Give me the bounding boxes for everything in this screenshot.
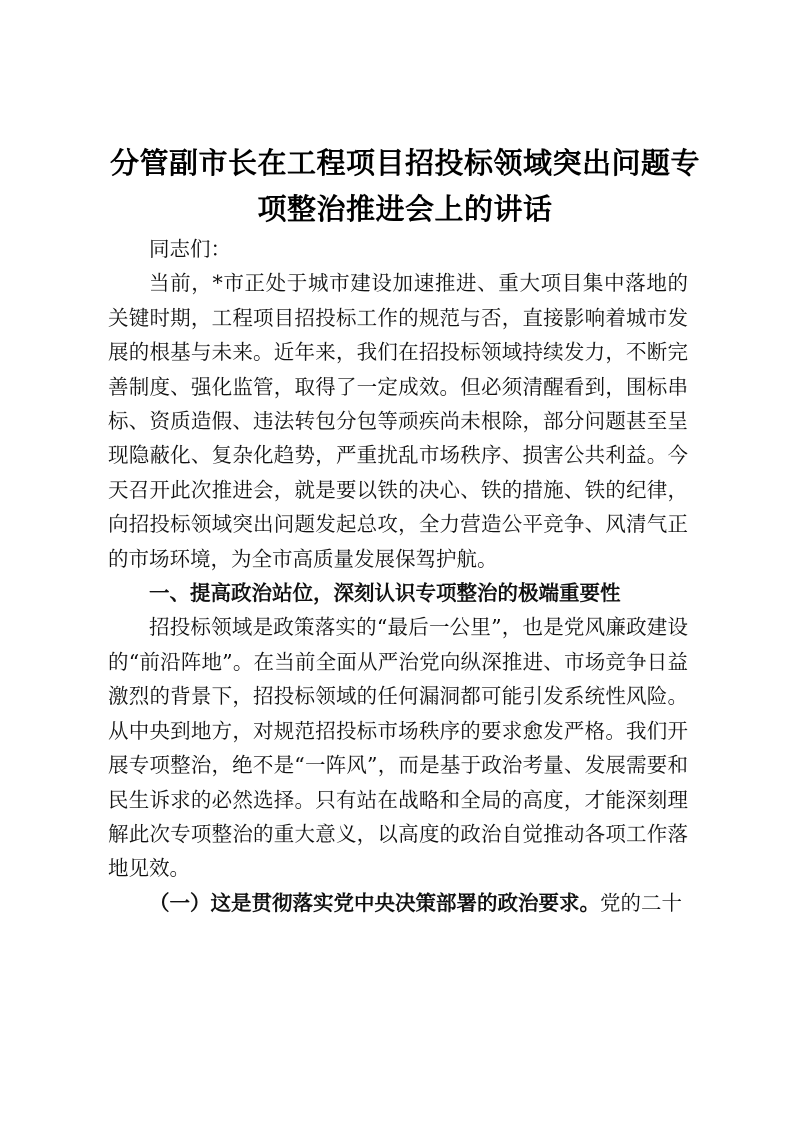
section-1-heading: 一、提高政治站位，深刻认识专项整治的极端重要性 [149, 581, 621, 606]
subsection-1-paragraph [108, 886, 688, 920]
document-body [108, 232, 688, 920]
salutation: 同志们： [149, 237, 231, 261]
subsection-1-text: 党的二十 [600, 890, 682, 915]
title-line-2: 项整治推进会上的讲话 [257, 192, 553, 226]
intro-paragraph: 当前，*市正处于城市建设加速推进、重大项目集中落地的关键时期，工程项目招投标工作的规范与否，直接影响着城市发展的根基与未来。近年来，我们在招投标领域持续发力，不断完善制度、强化监管，取得了一定成效。但必须清醒看到，围标串标、资质造假、违法转包分包等顽疾尚未根除，部分问题甚至呈现隐蔽化、复杂化趋势，严重扰乱市场秩序、损害公共利益。今天召开此次推进会，就是要以铁的决心、铁的措施、铁的纪律，向招投标领域突出问题发起总攻，全力营造公平竞争、风清气正的市场环境，为全市高质量发展保驾护航。 [108, 271, 688, 571]
title-line-1: 分管副市长在工程项目招投标领域突出问题专 [109, 146, 700, 180]
section-1-paragraph: 招投标领域是政策落实的“最后一公里”，也是党风廉政建设的“前沿阵地”。在当前全面从严治党向纵深推进、市场竞争日益激烈的背景下，招投标领域的任何漏洞都可能引发系统性风险。从中央到地方，对规范招投标市场秩序的要求愈发严格。我们开展专项整治，绝不是“一阵风”，而是基于政治考量、发展需要和民生诉求的必然选择。只有站在战略和全局的高度，才能深刻理解此次专项整治的重大意义，以高度的政治自觉推动各项工作落地见效。 [108, 615, 688, 881]
document-title [100, 140, 710, 232]
subsection-1-lead: （一）这是贯彻落实党中央决策部署的政治要求。 [149, 890, 600, 915]
